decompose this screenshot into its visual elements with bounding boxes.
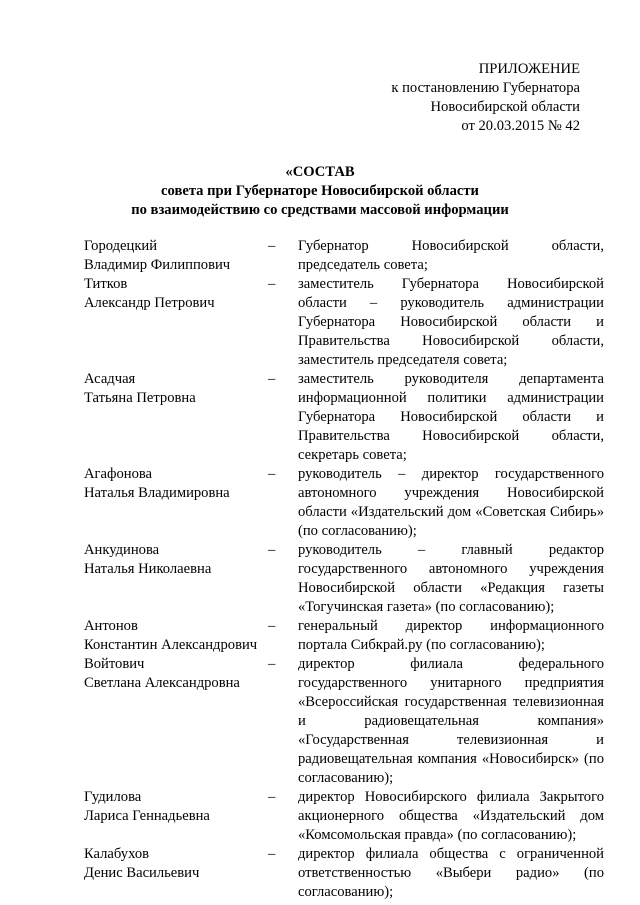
member-row (84, 541, 604, 617)
member-surname: Анкудинова (84, 542, 160, 558)
member-role: директор Новосибирского филиала Закрытого акционерного общества «Издательский дом «Комсомольская правда» (по согласованию); (298, 789, 604, 843)
member-dash: – (268, 846, 276, 862)
member-given-names: Наталья Владимировна (84, 485, 230, 501)
member-dash: – (268, 276, 276, 292)
member-role: руководитель – директор государственного автономного учреждения Новосибирской области «Издательский дом «Советская Сибирь» (по согласованию); (298, 466, 604, 539)
member-dash: – (268, 238, 276, 254)
member-given-names: Светлана Александровна (84, 675, 240, 691)
member-given-names: Владимир Филиппович (84, 257, 231, 273)
appendix-header (320, 60, 580, 136)
title-line-2: совета при Губернаторе Новосибирской области (161, 183, 479, 199)
member-surname: Калабухов (84, 846, 150, 862)
member-row (84, 845, 604, 902)
document-title (0, 163, 640, 220)
member-dash: – (268, 466, 276, 482)
appendix-region: Новосибирской области (430, 99, 580, 115)
member-name (84, 541, 268, 579)
member-surname: Асадчая (84, 371, 136, 387)
member-name (84, 617, 268, 655)
member-role: заместитель Губернатора Новосибирской области – руководитель администрации Губернатора Новосибирской области и Правительства Новосибирской области, заместитель председателя совета; (298, 276, 604, 368)
appendix-decree-ref: к постановлению Губернатора (391, 80, 580, 96)
member-row (84, 275, 604, 370)
member-surname: Войтович (84, 656, 145, 672)
member-dash: – (268, 542, 276, 558)
member-given-names: Александр Петрович (84, 295, 215, 311)
member-dash: – (268, 618, 276, 634)
member-role: руководитель – главный редактор государственного автономного учреждения Новосибирской области «Редакция газеты «Тогучинская газета» (по согласованию); (298, 542, 604, 615)
appendix-label: ПРИЛОЖЕНИЕ (478, 61, 580, 77)
member-role: Губернатор Новосибирской области, председатель совета; (298, 238, 604, 273)
member-given-names: Татьяна Петровна (84, 390, 196, 406)
member-name (84, 275, 268, 313)
member-row (84, 237, 604, 275)
member-surname: Титков (84, 276, 128, 292)
member-name (84, 655, 268, 693)
member-dash: – (268, 789, 276, 805)
member-row (84, 465, 604, 541)
member-dash: – (268, 371, 276, 387)
appendix-date-number: от 20.03.2015 № 42 (461, 118, 580, 134)
member-row (84, 370, 604, 465)
member-name (84, 237, 268, 275)
member-name (84, 370, 268, 408)
member-row (84, 617, 604, 655)
member-given-names: Наталья Николаевна (84, 561, 212, 577)
member-dash: – (268, 656, 276, 672)
member-role: заместитель руководителя департамента информационной политики администрации Губернатора Новосибирской области и Правительства Новосибирской области, секретарь совета; (298, 371, 604, 463)
member-given-names: Лариса Геннадьевна (84, 808, 210, 824)
title-line-3: по взаимодействию со средствами массовой информации (131, 202, 509, 218)
member-surname: Агафонова (84, 466, 153, 482)
member-surname: Городецкий (84, 238, 158, 254)
member-name (84, 845, 268, 883)
member-surname: Антонов (84, 618, 138, 634)
title-line-1: «СОСТАВ (285, 164, 355, 180)
member-row (84, 788, 604, 845)
member-name (84, 465, 268, 503)
member-name (84, 788, 268, 826)
member-role: генеральный директор информационного портала Сибкрай.ру (по согласованию); (298, 618, 604, 653)
members-list (84, 237, 604, 902)
member-given-names: Константин Александрович (84, 637, 258, 653)
member-row (84, 655, 604, 788)
member-role: директор филиала общества с ограниченной ответственностью «Выбери радио» (по согласованию); (298, 846, 604, 900)
member-given-names: Денис Васильевич (84, 865, 200, 881)
member-role: директор филиала федерального государственного унитарного предприятия «Всероссийская государственная телевизионная и радиовещательная компания» «Государственная телевизионная и радиовещательная компания «Новосибирск» (по согласованию); (298, 656, 604, 786)
member-surname: Гудилова (84, 789, 142, 805)
